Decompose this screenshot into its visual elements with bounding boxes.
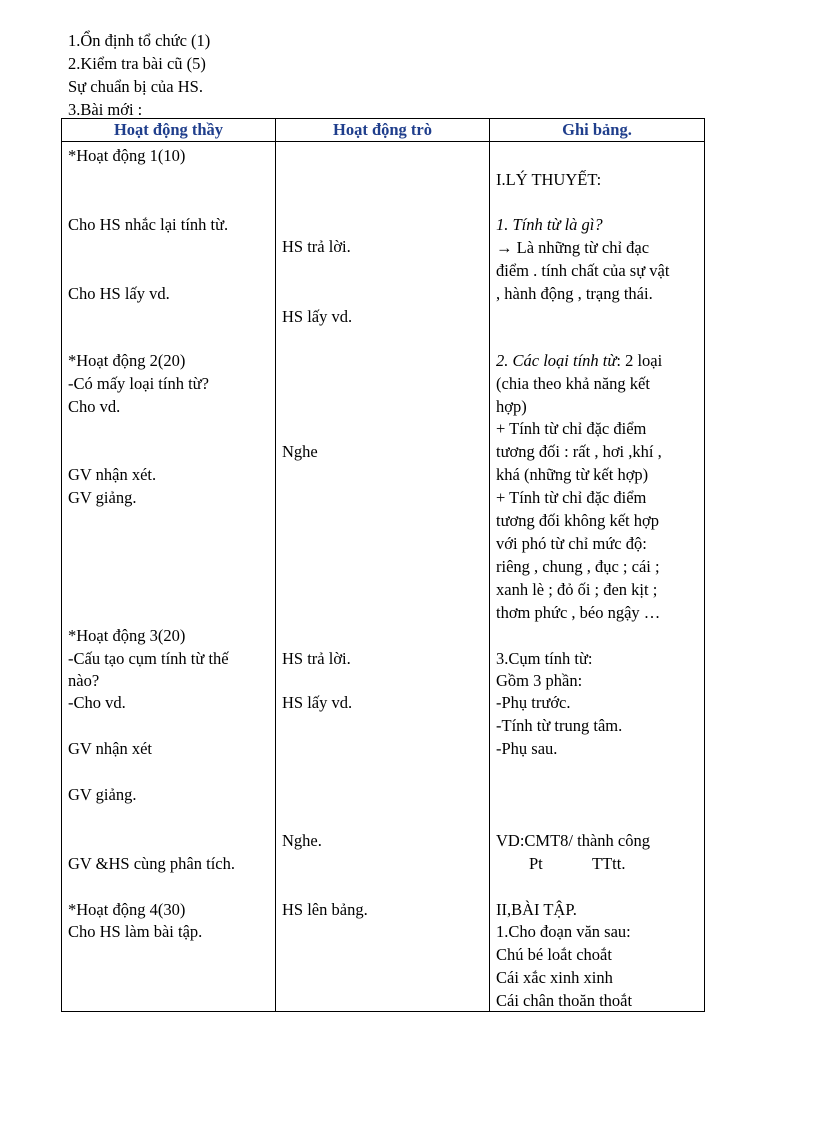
board-adjective-types bbox=[496, 350, 702, 372]
intro-section bbox=[68, 29, 210, 121]
board-line: 1.Cho đoạn văn sau: bbox=[496, 922, 631, 941]
board-line: -Phụ trước. bbox=[496, 693, 571, 712]
lesson-plan-table bbox=[61, 118, 705, 1012]
student-line: HS trả lời. bbox=[282, 237, 351, 256]
intro-line-preparation: Sự chuẩn bị của HS. bbox=[68, 77, 203, 96]
teacher-line: Cho vd. bbox=[68, 397, 121, 416]
teacher-line: GV &HS cùng phân tích. bbox=[68, 854, 235, 873]
header-teacher-activity: Hoạt động thầy bbox=[62, 119, 276, 142]
table-header-row bbox=[62, 119, 705, 142]
teacher-column bbox=[62, 142, 276, 1012]
board-line: , hành động , trạng thái. bbox=[496, 284, 653, 303]
table-body-row bbox=[62, 142, 705, 1012]
board-poem-line: Cái xắc xinh xinh bbox=[496, 968, 613, 987]
student-line: HS trả lời. bbox=[282, 649, 351, 668]
teacher-line: -Có mấy loại tính từ? bbox=[68, 374, 209, 393]
board-line: thơm phức , béo ngậy … bbox=[496, 603, 661, 622]
teacher-activity-4-title: *Hoạt động 4(30) bbox=[68, 900, 186, 919]
board-line: với phó từ chỉ mức độ: bbox=[496, 534, 647, 553]
student-line: HS lên bảng. bbox=[282, 900, 368, 919]
board-line: xanh lè ; đỏ ối ; đen kịt ; bbox=[496, 580, 658, 599]
teacher-line: Cho HS nhắc lại tính từ. bbox=[68, 215, 229, 234]
teacher-line: Cho HS lấy vd. bbox=[68, 284, 170, 303]
board-line: tương đối không kết hợp bbox=[496, 511, 659, 530]
teacher-line: -Cho vd. bbox=[68, 693, 126, 712]
header-board-notes: Ghi bảng. bbox=[490, 119, 705, 142]
board-poem-line: Cái chân thoăn thoắt bbox=[496, 991, 633, 1010]
board-adjective-types-count: : 2 loại bbox=[616, 351, 663, 370]
board-label-pt: Pt bbox=[529, 854, 543, 873]
board-line: → Là những từ chỉ đạc bbox=[496, 238, 650, 257]
board-column bbox=[490, 142, 705, 1012]
student-line: Nghe bbox=[282, 442, 318, 461]
intro-line-review: 2.Kiểm tra bài cũ (5) bbox=[68, 54, 206, 73]
teacher-line: -Cấu tạo cụm tính từ thế bbox=[68, 649, 229, 668]
board-example: VD:CMT8/ thành công bbox=[496, 831, 650, 850]
board-line: tương đối : rất , hơi ,khí , bbox=[496, 442, 662, 461]
board-line: + Tính từ chỉ đặc điểm bbox=[496, 419, 647, 438]
teacher-activity-1-title: *Hoạt động 1(10) bbox=[68, 146, 186, 165]
teacher-line: GV nhận xét. bbox=[68, 465, 157, 484]
teacher-line: nào? bbox=[68, 671, 100, 690]
board-line: Gồm 3 phần: bbox=[496, 671, 583, 690]
board-line: -Phụ sau. bbox=[496, 739, 558, 758]
intro-line-new-lesson: 3.Bài mới : bbox=[68, 100, 143, 119]
board-question-adjective: 1. Tính từ là gì? bbox=[496, 215, 603, 234]
student-line: HS lấy vd. bbox=[282, 307, 353, 326]
board-heading-theory: I.LÝ THUYẾT: bbox=[496, 170, 602, 189]
teacher-line: Cho HS làm bài tập. bbox=[68, 922, 203, 941]
board-line: (chia theo khả năng kết bbox=[496, 374, 650, 393]
board-line: -Tính từ trung tâm. bbox=[496, 716, 623, 735]
board-label-tttt: TTtt. bbox=[592, 854, 626, 873]
board-line: hợp) bbox=[496, 397, 527, 416]
board-heading-exercises: II,BÀI TẬP. bbox=[496, 900, 577, 919]
intro-line-organization: 1.Ổn định tổ chức (1) bbox=[68, 31, 211, 50]
board-line: khá (những từ kết hợp) bbox=[496, 465, 649, 484]
teacher-line: GV giảng. bbox=[68, 785, 137, 804]
board-poem-line: Chú bé loắt choắt bbox=[496, 945, 612, 964]
header-student-activity: Hoạt động trò bbox=[276, 119, 490, 142]
student-line: Nghe. bbox=[282, 831, 322, 850]
teacher-activity-2-title: *Hoạt động 2(20) bbox=[68, 351, 186, 370]
board-line: điểm . tính chất của sự vật bbox=[496, 261, 670, 280]
teacher-activity-3-title: *Hoạt động 3(20) bbox=[68, 626, 186, 645]
board-adjective-types-title: 2. Các loại tính từ bbox=[496, 351, 617, 370]
student-line: HS lấy vd. bbox=[282, 693, 353, 712]
board-line: + Tính từ chỉ đặc điểm bbox=[496, 488, 647, 507]
board-heading-adjective-phrase: 3.Cụm tính từ: bbox=[496, 649, 593, 668]
board-line: riêng , chung , đục ; cái ; bbox=[496, 557, 660, 576]
teacher-line: GV nhận xét bbox=[68, 739, 153, 758]
student-column bbox=[276, 142, 490, 1012]
teacher-line: GV giảng. bbox=[68, 488, 137, 507]
